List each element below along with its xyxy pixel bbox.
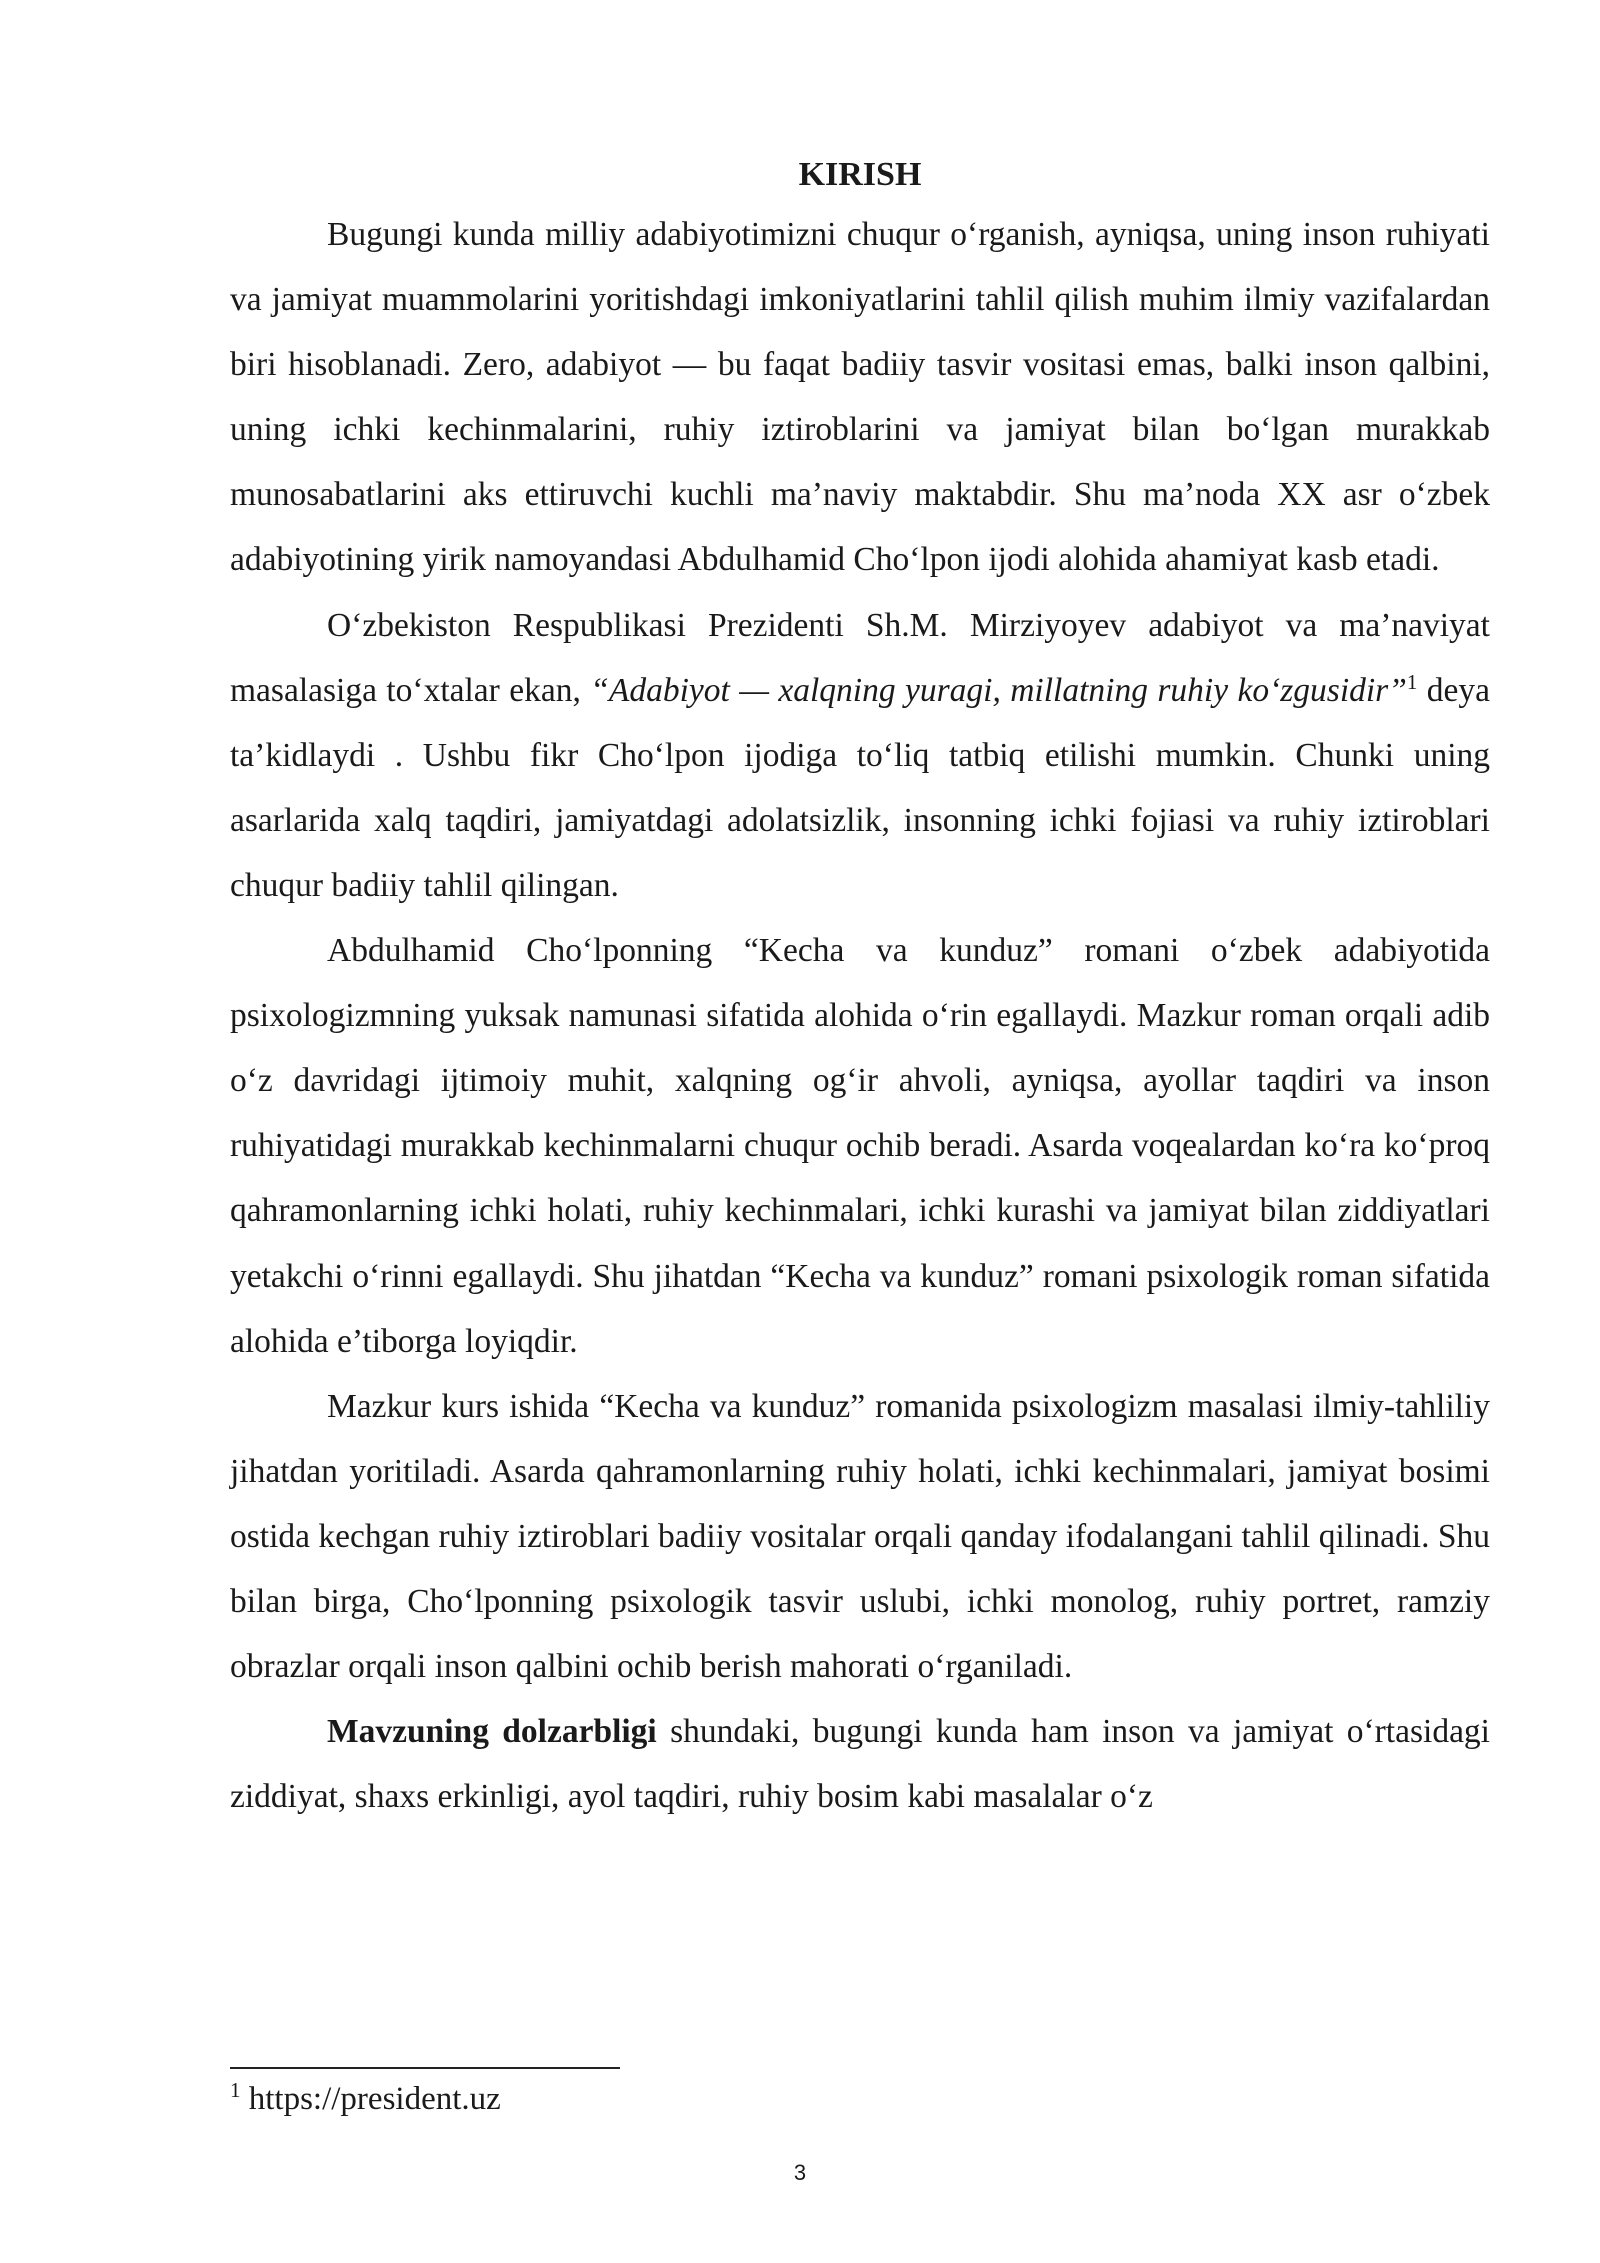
paragraph-2 [230,593,1490,918]
topic-relevance-label: Mavzuning dolzarbligi [327,1713,657,1751]
footnote-separator [230,2067,620,2069]
paragraph-4: Mazkur kurs ishida “Kecha va kunduz” romanida psixologizm masalasi ilmiy-tahliliy jihatdan yoritiladi. Asarda qahramonlarning ruhiy holati, ichki kechinmalari, jamiyat bosimi ostida kechgan ruhiy iztiroblari badiiy vositalar orqali qanday ifodalangani tahlil qilinadi. Shu bilan birga, Cho‘lponning psixologik tasvir uslubi, ichki monolog, ruhiy portret, ramziy obrazlar orqali inson qalbini ochib berish mahorati o‘rganiladi. [230,1387,1490,1686]
paragraph-1: Bugungi kunda milliy adabiyotimizni chuqur o‘rganish, ayniqsa, uning inson ruhiyati va jamiyat muammolarini yoritishdagi imkoniyatlarini tahlil qilish muhim ilmiy vazifalardan biri hisoblanadi. Zero, adabiyot — bu faqat badiiy tasvir vositasi emas, balki inson qalbini, uning ichki kechinmalarini, ruhiy iztiroblarini va jamiyat bilan bo‘lgan murakkab munosabatlarini aks ettiruvchi kuchli ma’naviy maktabdir. Shu ma’noda XX asr o‘zbek adabiyotining yirik namoyandasi Abdulhamid Cho‘lpon ijodi alohida ahamiyat kasb etadi. [230,216,1490,579]
footnote [230,2079,501,2119]
footnote-number: 1 [230,2078,241,2102]
paragraph-5-text: shundaki, bugungi kunda ham inson va jamiyat o‘rtasidagi ziddiyat, shaxs erkinligi, ayol taqdiri, ruhiy bosim kabi masalalar o‘z [230,1713,1490,1816]
paragraph-2-before-quote: O‘zbekiston Respublikasi Prezidenti Sh.M. Mirziyoyev adabiyot va ma’naviyat masalasiga to‘xtalar ekan, [230,606,1490,709]
paragraph-2-after-quote: deya ta’kidlaydi . Ushbu fikr Cho‘lpon ijodiga to‘liq tatbiq etilishi mumkin. Chunki uning asarlarida xalq taqdiri, jamiyatdagi adolatsizlik, insonning ichki fojiasi va ruhiy iztiroblari chuqur badiiy tahlil qilingan. [230,671,1490,904]
document-page [230,150,1490,1829]
president-quote: “Adabiyot — xalqning yuragi, millatning ruhiy ko‘zgusidir” [590,671,1407,709]
paragraph-3: Abdulhamid Cho‘lponning “Kecha va kunduz” romani o‘zbek adabiyotida psixologizmning yuksak namunasi sifatida alohida o‘rin egallaydi. Mazkur roman orqali adib o‘z davridagi ijtimoiy muhit, xalqning og‘ir ahvoli, ayniqsa, ayollar taqdiri va inson ruhiyatidagi murakkab kechinmalarni chuqur ochib beradi. Asarda voqealardan ko‘ra ko‘proq qahramonlarning ichki holati, ruhiy kechinmalari, ichki kurashi va jamiyat bilan ziddiyatlari yetakchi o‘rinni egallaydi. Shu jihatdan “Kecha va kunduz” romani psixologik roman sifatida alohida e’tiborga loyiqdir. [230,932,1490,1360]
page-number: 3 [793,2160,807,2185]
section-heading: KIRISH [798,156,922,193]
footnote-link[interactable]: https://president.uz [240,2081,501,2117]
footnote-reference[interactable]: 1 [1406,669,1418,694]
paragraph-5 [230,1699,1490,1829]
